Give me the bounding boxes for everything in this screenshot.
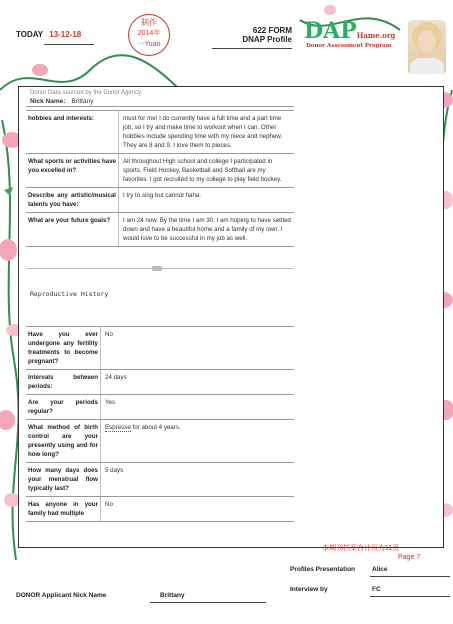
reproductive-table	[26, 326, 294, 522]
divider-handle-icon	[152, 266, 162, 271]
interests-table	[26, 110, 294, 247]
row-value: No	[101, 497, 295, 522]
row-label: What sports or activities have you excelled in?	[26, 154, 119, 188]
row-label: Have you ever undergone any fertility treatments to become pregnant?	[26, 327, 101, 370]
profiles-presentation-label: Profiles Presentation	[290, 566, 356, 573]
logo-small-text: Hame.org	[356, 31, 396, 40]
row-value: I am 24 now. By the time I am 30, I am hoping to have settled down and have a beautiful home and a family of my own. I would love to be successful in my job as well.	[119, 213, 295, 247]
applicant-nick-value: Brittany	[160, 592, 185, 599]
form-title	[232, 26, 292, 44]
table-row	[26, 395, 294, 420]
official-stamp	[128, 14, 170, 56]
row-value: 5 days	[101, 463, 295, 497]
table-row	[26, 370, 294, 395]
table-row	[26, 327, 294, 370]
stamp-text-3: 一Yuan	[137, 41, 161, 48]
table-row	[26, 497, 294, 522]
page-count-note: 本期刊档案合计页为11页	[322, 545, 400, 552]
form-title-line2: DNAP Profile	[242, 35, 292, 44]
nick-name-underline	[26, 106, 294, 107]
today-field	[16, 30, 81, 39]
row-label: hobbies and interests:	[26, 111, 119, 154]
row-value: must for me! I do currently have a full time and a part time job, so I try and make time to workout when I can. Other hobbies include spending time with my niece and nephew. They are 8 and 9. I love them to pieces.	[119, 111, 295, 154]
table-row	[26, 420, 294, 463]
stamp-text-1: 制作	[141, 18, 157, 27]
table-row	[26, 188, 294, 213]
row-label: Intervals between periods:	[26, 370, 101, 395]
nick-name-value: Brittany	[71, 98, 94, 105]
row-label: What are your future goals?	[26, 213, 119, 247]
row-value: All throughout High school and college I participated in sports. Field Hockey, Basketball and Softball are my favorites. I got recruited to my college to play field hockey.	[119, 154, 295, 188]
row-value-rest: for about 4 years.	[130, 424, 181, 431]
row-value: I try to sing but cannot haha.	[119, 188, 295, 213]
row-label: Are your periods regular?	[26, 395, 101, 420]
applicant-nick-label: DONOR Applicant Nick Name	[16, 592, 107, 599]
applicant-underline	[150, 602, 266, 603]
source-note: Donor Data sourced by the Donor Agency	[30, 90, 142, 96]
spelling-flag-word: Espresse	[105, 424, 131, 431]
row-value	[101, 420, 295, 463]
nick-name-row	[30, 98, 93, 105]
form-title-line1: 622 FORM	[252, 26, 292, 35]
interview-by-value: FC	[372, 586, 381, 593]
donor-photo	[408, 20, 446, 74]
stamp-text-2: 2014年	[137, 30, 161, 37]
profiles-underline	[370, 576, 450, 577]
table-row	[26, 213, 294, 247]
row-label: Describe any artistic/musical talents you have:	[26, 188, 119, 213]
row-label: What method of birth control are your presently using and for how long?	[26, 420, 101, 463]
reproductive-history-title: Reproductive History	[30, 290, 109, 298]
table-row	[26, 111, 294, 154]
row-value: 24 days	[101, 370, 295, 395]
document-header	[0, 0, 453, 80]
form-title-underline	[212, 48, 292, 49]
today-underline	[44, 44, 94, 45]
nick-name-label: Nick Name:	[30, 98, 66, 105]
table-row	[26, 154, 294, 188]
today-date: 13-12-18	[49, 30, 82, 39]
interview-underline	[370, 596, 450, 597]
table-row	[26, 463, 294, 497]
row-value: Yes	[101, 395, 295, 420]
row-value: No	[101, 327, 295, 370]
profiles-presentation-value: Alice	[372, 566, 388, 573]
today-label: TODAY	[16, 30, 43, 39]
page-number: Page 7	[398, 554, 421, 561]
interview-by-label: Interview by	[290, 586, 328, 593]
row-label: How many days does your menstrual flow typically last?	[26, 463, 101, 497]
logo-subtitle: Donor Assessment Program	[306, 43, 392, 49]
row-label: Has anyone in your family had multiple	[26, 497, 101, 522]
dap-logo	[304, 18, 395, 44]
logo-main-text: DAP	[304, 18, 357, 44]
